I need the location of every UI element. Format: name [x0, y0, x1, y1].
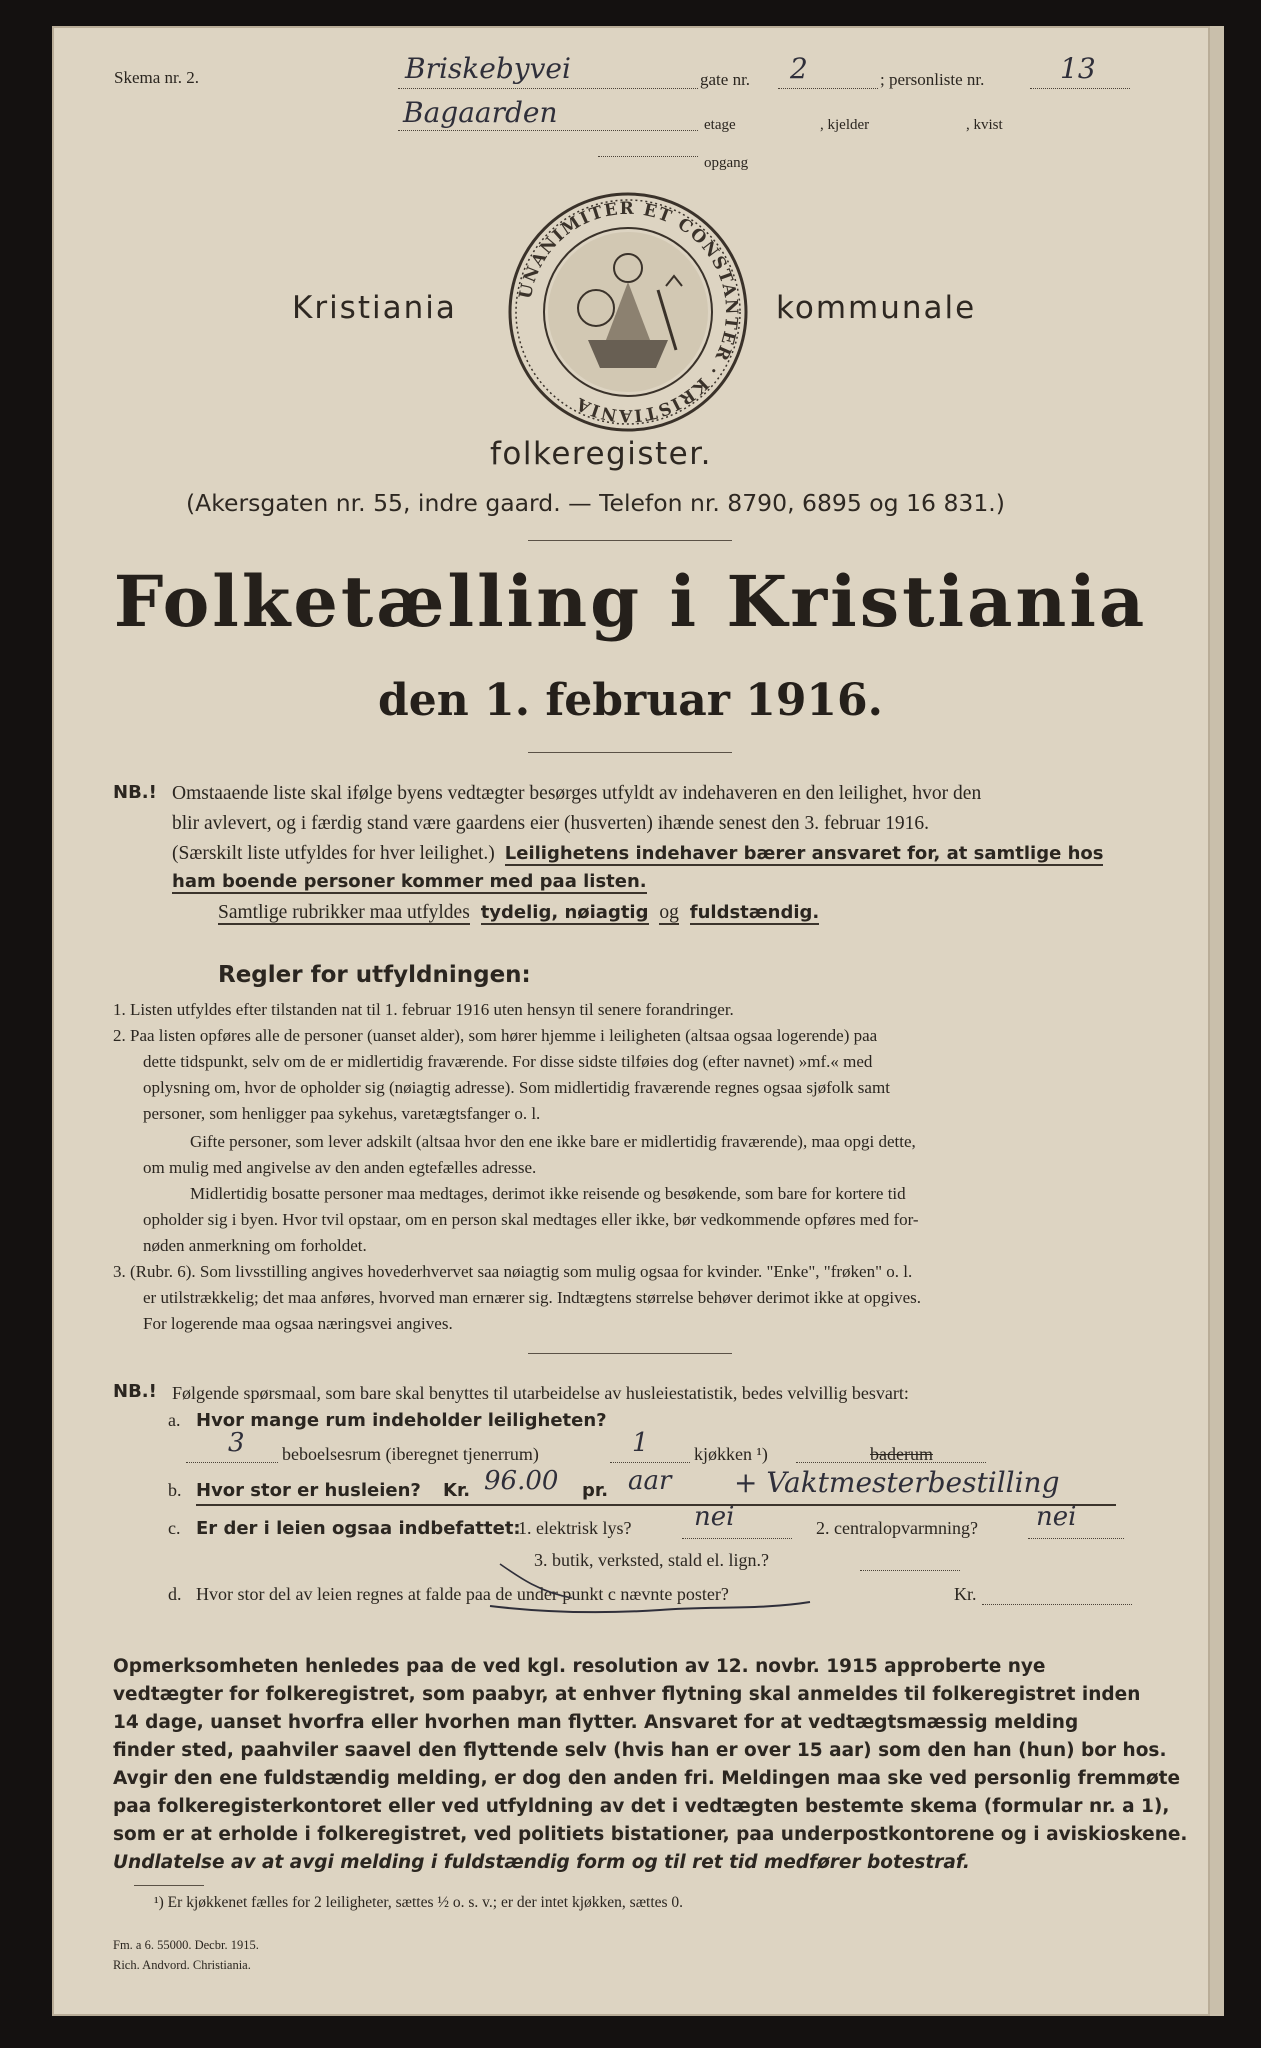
nb1-line-5: [218, 902, 819, 924]
kjelder-label: , kjelder: [820, 117, 870, 133]
notice-line-5: Avgir den ene fuldstændig melding, er dog den anden fri. Meldingen maa ske ved personlig fremmøte: [113, 1768, 1181, 1789]
etage-label: etage: [704, 117, 736, 133]
seal-left-word: Kristiania: [292, 290, 457, 326]
rule-line-5: personer, som henligger paa sykehus, varetægtsfanger o. l.: [143, 1104, 541, 1123]
nb1-line-5-d: fuldstændig.: [689, 902, 820, 923]
rule-line-6: Gifte personer, som lever adskilt (altsaa hvor den ene ikke bare er midlertidig fraværende), maa opgi dette,: [190, 1132, 916, 1151]
notice-line-2: vedtægter for folkeregistret, som paabyr, at enhver flytning skal anmeldes til folkeregistret inden: [113, 1684, 1141, 1705]
q-d-kr: Kr.: [954, 1584, 977, 1604]
personliste-label: ; personliste nr.: [880, 70, 985, 89]
floor-handwritten: Bagaarden: [403, 96, 558, 129]
nb2-intro: Følgende spørsmaal, som bare skal benyttes til utarbeidelse av husleiestatistik, bedes velvillig besvart:: [172, 1383, 909, 1403]
seal-right-word: kommunale: [776, 290, 977, 326]
nb1-line-5-b: tydelig, nøiagtig: [480, 902, 649, 923]
nb1-line-3: [172, 840, 1147, 867]
rule-line-1: 1. Listen utfyldes efter tilstanden nat til 1. februar 1916 uten hensyn til senere forandringer.: [113, 1000, 734, 1019]
q-b-text: Hvor stor er husleien?: [196, 1480, 421, 1501]
q-c-text: Er der i leien ogsaa indbefattet:: [196, 1518, 521, 1539]
rent-amount-handwritten: 96.00: [484, 1466, 559, 1496]
divider-3: [528, 1353, 732, 1354]
city-seal-icon: [506, 190, 750, 434]
kitchen-field: [610, 1444, 690, 1463]
q-c-1: 1. elektrisk lys?: [518, 1518, 632, 1538]
notice-line-3: 14 dage, uanset hvorfra eller hvorhen man flytter. Ansvaret for at vedtægtsmæssig melding: [113, 1712, 1079, 1733]
gate-label: gate nr.: [700, 70, 751, 89]
rent-extra-handwritten: + Vaktmesterbestilling: [734, 1466, 1060, 1499]
nb2-lead: NB.!: [113, 1381, 157, 1402]
rule-line-8: Midlertidig bosatte personer maa medtages, derimot ikke reisende og besøkende, som bare for kortere tid: [190, 1184, 906, 1203]
title-date: den 1. februar 1916.: [378, 675, 883, 726]
register-address: (Akersgaten nr. 55, indre gaard. — Telefon nr. 8790, 6895 og 16 831.): [186, 489, 1005, 517]
notice-line-8: Undlatelse av at avgi melding i fuldstændig form og til ret tid medfører botestraf.: [113, 1852, 970, 1873]
rule-line-7: om mulig med angivelse av den anden egtefælles adresse.: [143, 1158, 537, 1177]
gate-handwritten: 2: [790, 52, 808, 85]
nb1-line-5-c: og: [659, 902, 679, 923]
heating-handwritten: nei: [1036, 1502, 1077, 1532]
notice-line-1: Opmerksomheten henledes paa de ved kgl. resolution av 12. novbr. 1915 approberte nye: [113, 1656, 1046, 1677]
opgang-label: opgang: [704, 155, 749, 171]
nb1-line-2: blir avlevert, og i færdig stand være gaardens eier (husverten) ihænde senest den 3. februar 1916.: [172, 813, 930, 834]
kitchen-label: kjøkken ¹): [694, 1444, 768, 1464]
q-a-text: Hvor mange rum indeholder leiligheten?: [196, 1410, 607, 1431]
skema-label: Skema nr. 2.: [114, 68, 199, 87]
nb1-line-1: Omstaaende liste skal ifølge byens vedtægter besørges utfyldt av indehaveren en den leilighet, hvor den: [172, 783, 982, 804]
divider-2: [528, 752, 732, 753]
opgang-field: [598, 140, 698, 157]
q-d-text: Hvor stor del av leien regnes at falde paa de under punkt c nævnte poster?: [196, 1584, 729, 1604]
nb1-line-3-bold: Leilighetens indehaver bærer ansvaret for, at samtlige hos: [504, 843, 1104, 864]
nb1-line-4: [172, 871, 647, 892]
rule-line-11: 3. (Rubr. 6). Som livsstilling angives hovederhvervet saa nøiagtig som mulig ogsaa for kvinder. "Enke", "frøken" o. l.: [113, 1262, 913, 1281]
imprint-line-1: Fm. a 6. 55000. Decbr. 1915.: [113, 1938, 259, 1952]
rooms-label: beboelsesrum (iberegnet tjenerrum): [282, 1444, 539, 1464]
svg-text:UNANIMITER ET CONSTANTER · KRI: UNANIMITER ET CONSTANTER · KRISTIANIA: [515, 198, 742, 426]
rule-line-2: 2. Paa listen opføres alle de personer (uanset alder), som hører hjemme i leiligheten (altsaa ogsaa logerende) paa: [113, 1026, 878, 1045]
q-c-label: c.: [168, 1518, 181, 1538]
nb1-lead: NB.!: [113, 782, 157, 803]
page-edge: [1210, 26, 1224, 2016]
rule-line-10: nøden anmerkning om forholdet.: [143, 1236, 367, 1255]
street-handwritten: Briskebyvei: [405, 52, 571, 85]
notice-line-4: finder sted, paahviler saavel den flyttende selv (hvis han er over 15 aar) som den han (hun) bor hos.: [113, 1740, 1167, 1761]
bath-label-struck: baderum: [870, 1444, 933, 1464]
rule-line-9: opholder sig i byen. Hvor tvil opstaar, om en person skal medtages eller ikke, bør vedkommende opføres med for-: [143, 1210, 919, 1229]
personliste-handwritten: 13: [1060, 52, 1096, 85]
q-c-3: 3. butik, verksted, stald el. lign.?: [534, 1550, 769, 1570]
register-name: folkeregister.: [490, 436, 712, 472]
q-b-label: b.: [168, 1480, 182, 1500]
electric-handwritten: nei: [694, 1502, 735, 1532]
rent-period-handwritten: aar: [628, 1466, 672, 1496]
q-d-label: d.: [168, 1584, 182, 1604]
q-a-label: a.: [168, 1410, 181, 1430]
rule-line-3: dette tidspunkt, selv om de er midlertidig fraværende. For disse sidste tilføies dog (efter navnet) »mf.« med: [143, 1052, 873, 1071]
q-c-2: 2. centralopvarmning?: [816, 1518, 978, 1538]
shop-field: [860, 1550, 960, 1571]
kvist-label: , kvist: [966, 117, 1003, 133]
divider-1: [528, 540, 732, 541]
rules-heading: Regler for utfyldningen:: [218, 962, 531, 988]
nb1-line-4-bold: ham boende personer kommer med paa listen.: [172, 871, 647, 892]
rooms-handwritten: 3: [228, 1428, 245, 1458]
rule-line-13: For logerende maa ogsaa næringsvei angives.: [143, 1314, 453, 1333]
notice-line-7: som er at erholde i folkeregistret, ved politiets bistationer, paa underpostkontorene og i aviskioskene.: [113, 1824, 1188, 1845]
nb1-line-3-plain: (Særskilt liste utfyldes for hver leilighet.): [172, 843, 495, 864]
main-title: Folketælling i Kristiania: [113, 560, 1148, 643]
handwritten-bracket-mark: [480, 1558, 820, 1618]
share-field: [982, 1584, 1132, 1605]
q-b-kr: Kr.: [443, 1480, 471, 1501]
rule-line-12: er utilstrækkelig; det maa anføres, hvorved man ernærer sig. Indtægtens størrelse behøver derimot ikke at opgives.: [143, 1288, 922, 1307]
nb1-line-5-a: Samtlige rubrikker maa utfyldes: [218, 902, 470, 923]
notice-line-6: paa folkeregisterkontoret eller ved utfyldning av det i vedtægten bestemte skema (formular nr. a 1),: [113, 1796, 1170, 1817]
q-b-pr: pr.: [582, 1480, 609, 1501]
imprint-line-2: Rich. Andvord. Christiania.: [113, 1958, 251, 1972]
kitchen-handwritten: 1: [632, 1428, 649, 1458]
footnote-rule: [134, 1885, 204, 1886]
rule-line-4: oplysning om, hvor de opholder sig (nøiagtig adresse). Som midlertidig fraværende regnes ogsaa sjøfolk samt: [143, 1078, 890, 1097]
footnote: ¹) Er kjøkkenet fælles for 2 leiligheter, sættes ½ o. s. v.; er der intet kjøkken, sættes 0.: [154, 1894, 684, 1911]
